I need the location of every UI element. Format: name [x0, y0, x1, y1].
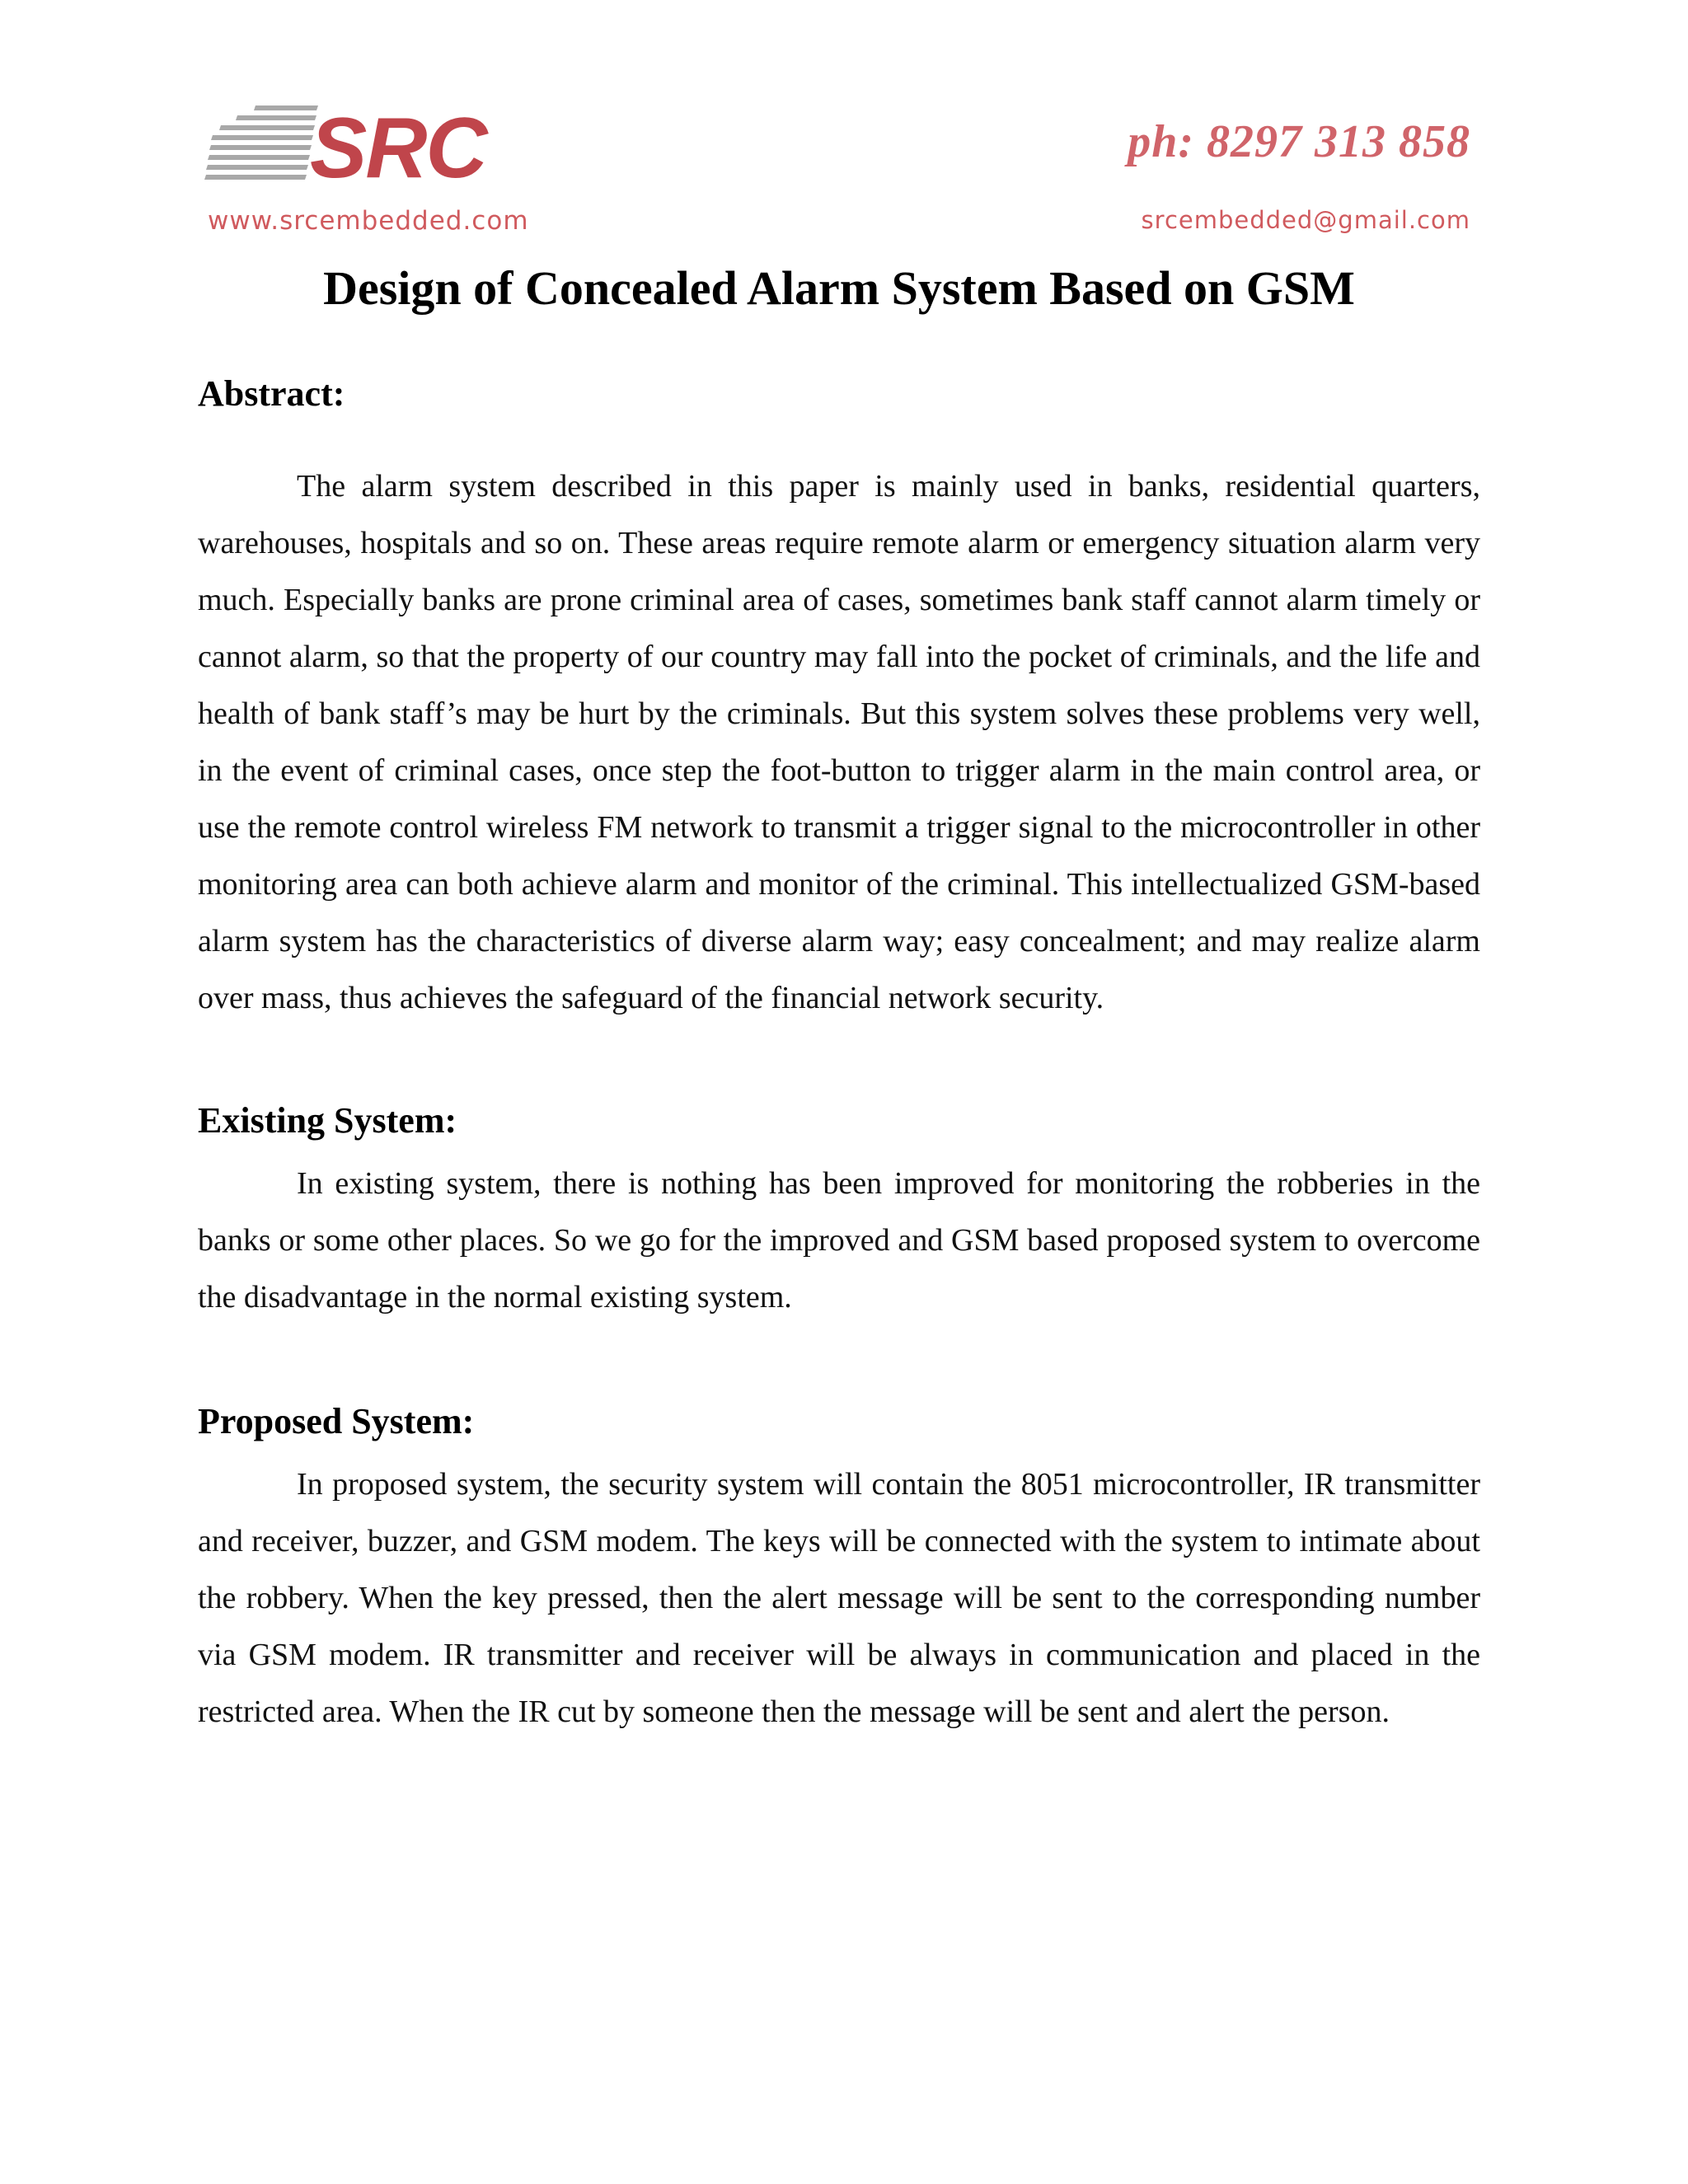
src-logo	[204, 101, 486, 196]
existing-system-paragraph: In existing system, there is nothing has been improved for monitoring the robberies in the banks or some other places. So we go for the improved and GSM based proposed system to overcome the disadvantage in the normal existing system.	[198, 1166, 1480, 1315]
logo-stripes-icon	[204, 102, 320, 185]
logo-wordmark: SRC	[310, 101, 486, 196]
phone-number: ph: 8297 313 858	[1128, 116, 1470, 167]
document-body	[198, 255, 1480, 1741]
proposed-system-heading: Proposed System:	[198, 1401, 475, 1441]
letterhead	[198, 91, 1484, 247]
document-title: Design of Concealed Alarm System Based on GSM	[323, 261, 1355, 315]
website-url: www.srcembedded.com	[208, 206, 529, 236]
email-address: srcembedded@gmail.com	[1141, 206, 1470, 234]
existing-system-heading: Existing System:	[198, 1100, 457, 1141]
abstract-heading: Abstract:	[198, 373, 345, 414]
proposed-system-paragraph: In proposed system, the security system will contain the 8051 microcontroller, IR transmitter and receiver, buzzer, and GSM modem. The keys will be connected with the system to intimate about the robbery. When the key pressed, then the alert message will be sent to the corresponding number via GSM modem. IR transmitter and receiver will be always in communication and placed in the restricted area. When the IR cut by someone then the message will be sent and alert the person.	[198, 1467, 1480, 1729]
abstract-paragraph: The alarm system described in this paper is mainly used in banks, residential quarters, warehouses, hospitals and so on. These areas require remote alarm or emergency situation alarm very much. Especially banks are prone criminal area of cases, sometimes bank staff cannot alarm timely or cannot alarm, so that the property of our country may fall into the pocket of criminals, and the life and health of bank staff’s may be hurt by the criminals. But this system solves these problems very well, in the event of criminal cases, once step the foot-button to trigger alarm in the main control area, or use the remote control wireless FM network to transmit a trigger signal to the microcontroller in other monitoring area can both achieve alarm and monitor of the criminal. This intellectualized GSM-based alarm system has the characteristics of diverse alarm way; easy concealment; and may realize alarm over mass, thus achieves the safeguard of the financial network security.	[198, 469, 1480, 1015]
